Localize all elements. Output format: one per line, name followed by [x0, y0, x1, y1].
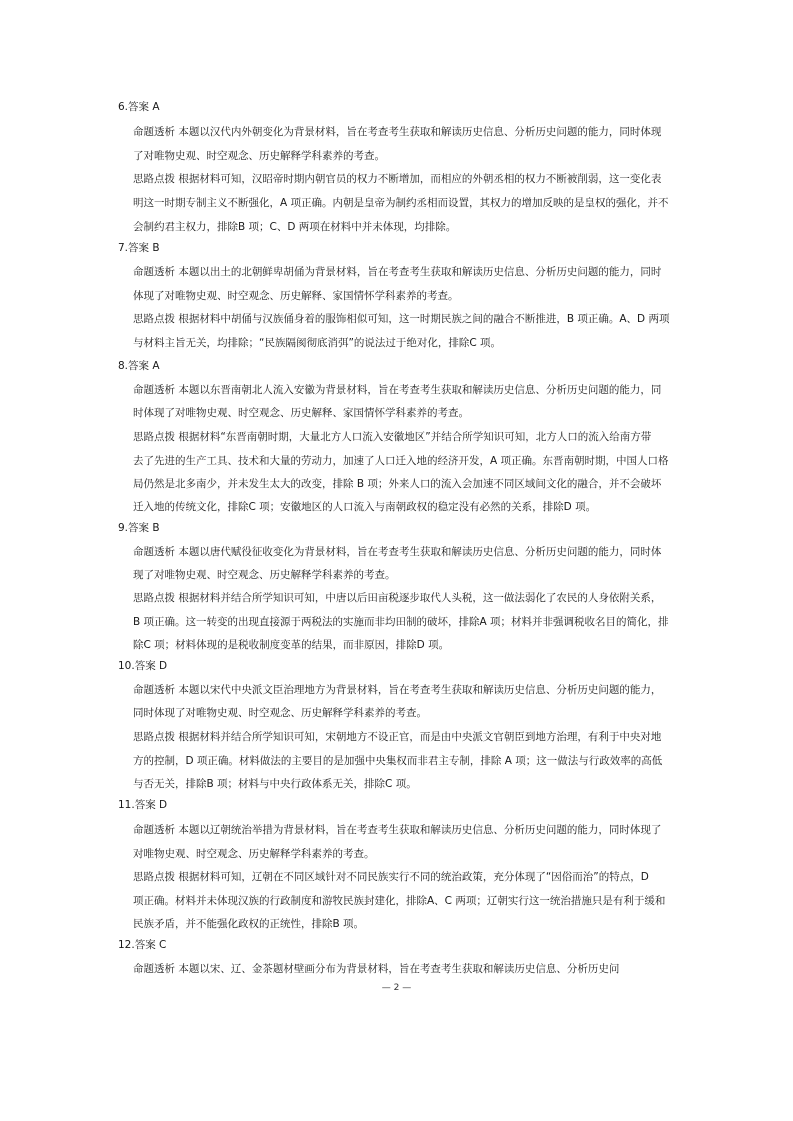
text-line: 民族矛盾，并不能强化政权的正统性，排除B 项。	[133, 918, 365, 930]
text-line: 命题透析 本题以汉代内外朝变化为背景材料，旨在考查考生获取和解读历史信息、分析历史问题的能力，同时体现	[133, 126, 662, 138]
text-line: 去了先进的生产工具、技术和大量的劳动力，加速了人口迁入地的经济开发，A 项正确。东晋南朝时期，中国人口格	[133, 455, 669, 467]
text-line: 思路点拨 根据材料中胡俑与汉族俑身着的服饰相似可知，这一时期民族之间的融合不断推进，B 项正确。A、D 两项	[133, 313, 670, 325]
text-line: 现了对唯物史观、时空观念、历史解释学科素养的考查。	[133, 569, 396, 581]
text-line: 局仍然是北多南少，并未发生太大的改变，排除 B 项；外来人口的流入会加速不同区域间文化的融合，并不会破坏	[133, 478, 662, 490]
text-line: 对唯物史观、时空观念、历史解释学科素养的考查。	[133, 848, 375, 860]
answer-heading: 11.答案 D	[118, 799, 168, 811]
text-line: 思路点拨 根据材料可知，汉昭帝时期内朝官员的权力不断增加，而相应的外朝丞相的权力不断被削弱，这一变化表	[133, 173, 662, 185]
text-line: B 项正确。这一转变的出现直接源于两税法的实施而非均田制的破坏，排除A 项；材料并非强调税收名目的简化，排	[133, 616, 669, 628]
text-line: 命题透析 本题以出土的北朝鲜卑胡俑为背景材料，旨在考查考生获取和解读历史信息、分析历史问题的能力，同时	[133, 266, 662, 278]
answer-heading: 9.答案 B	[118, 522, 160, 534]
text-line: 方的控制，D 项正确。材料做法的主要目的是加强中央集权而非君主专制，排除 A 项；这一做法与行政效率的高低	[133, 755, 663, 767]
text-line: 与材料主旨无关，均排除；“民族隔阂彻底消弭”的说法过于绝对化，排除C 项。	[133, 337, 502, 349]
text-line: 迁入地的传统文化，排除C 项；安徽地区的人口流入与南朝政权的稳定没有必然的关系，排除D 项。	[133, 501, 597, 513]
text-line: 命题透析 本题以辽朝统治举措为背景材料，旨在考查考生获取和解读历史信息、分析历史问题的能力，同时体现了	[133, 824, 662, 836]
text-line: 思路点拨 根据材料可知，辽朝在不同区域针对不同民族实行不同的统治政策，充分体现了“因俗而治”的特点，D	[133, 871, 649, 883]
text-line: 明这一时期专制主义不断强化，A 项正确。内朝是皇帝为制约丞相而设置，其权力的增加反映的是皇权的强化，并不	[133, 197, 669, 209]
text-line: 会制约君主权力，排除B 项；C、D 两项在材料中并未体现，均排除。	[133, 221, 457, 233]
text-line: 命题透析 本题以宋代中央派文臣治理地方为背景材料，旨在考查考生获取和解读历史信息、分析历史问题的能力，	[133, 684, 662, 696]
text-line: 项正确。材料并未体现汉族的行政制度和游牧民族封建化，排除A、C 两项；辽朝实行这一统治措施只是有利于缓和	[133, 895, 666, 907]
answer-heading: 6.答案 A	[118, 101, 160, 113]
text-line: 命题透析 本题以宋、辽、金茶题材壁画分布为背景材料，旨在考查考生获取和解读历史信息、分析历史问	[133, 963, 620, 975]
text-line: 命题透析 本题以东晋南朝北人流入安徽为背景材料，旨在考查考生获取和解读历史信息、分析历史问题的能力，同	[133, 384, 662, 396]
text-line: 体现了对唯物史观、时空观念、历史解释、家国情怀学科素养的考查。	[133, 290, 459, 302]
text-line: 思路点拨 根据材料并结合所学知识可知，宋朝地方不设正官，而是由中央派文官朝臣到地方治理，有利于中央对地	[133, 731, 662, 743]
text-line: 思路点拨 根据材料并结合所学知识可知，中唐以后田亩税逐步取代人头税，这一做法弱化了农民的人身依附关系，	[133, 592, 662, 604]
text-line: 时体现了对唯物史观、时空观念、历史解释、家国情怀学科素养的考查。	[133, 407, 469, 419]
text-line: 命题透析 本题以唐代赋役征收变化为背景材料，旨在考查考生获取和解读历史信息、分析历史问题的能力，同时体	[133, 546, 662, 558]
text-line: 除C 项；材料体现的是税收制度变革的结果，而非原因，排除D 项。	[133, 639, 450, 651]
text-line: 同时体现了对唯物史观、时空观念、历史解释学科素养的考查。	[133, 707, 427, 719]
text-line: 与否无关，排除B 项；材料与中央行政体系无关，排除C 项。	[133, 778, 417, 790]
page-number: — 2 —	[381, 983, 412, 993]
text-line: 了对唯物史观、时空观念、历史解释学科素养的考查。	[133, 150, 385, 162]
answer-heading: 12.答案 C	[118, 939, 167, 951]
answer-heading: 10.答案 D	[118, 660, 168, 672]
answer-heading: 8.答案 A	[118, 360, 160, 372]
text-line: 思路点拨 根据材料“东晋南朝时期，大量北方人口流入安徽地区”并结合所学知识可知，北方人口的流入给南方带	[133, 431, 652, 443]
answer-heading: 7.答案 B	[118, 242, 160, 254]
